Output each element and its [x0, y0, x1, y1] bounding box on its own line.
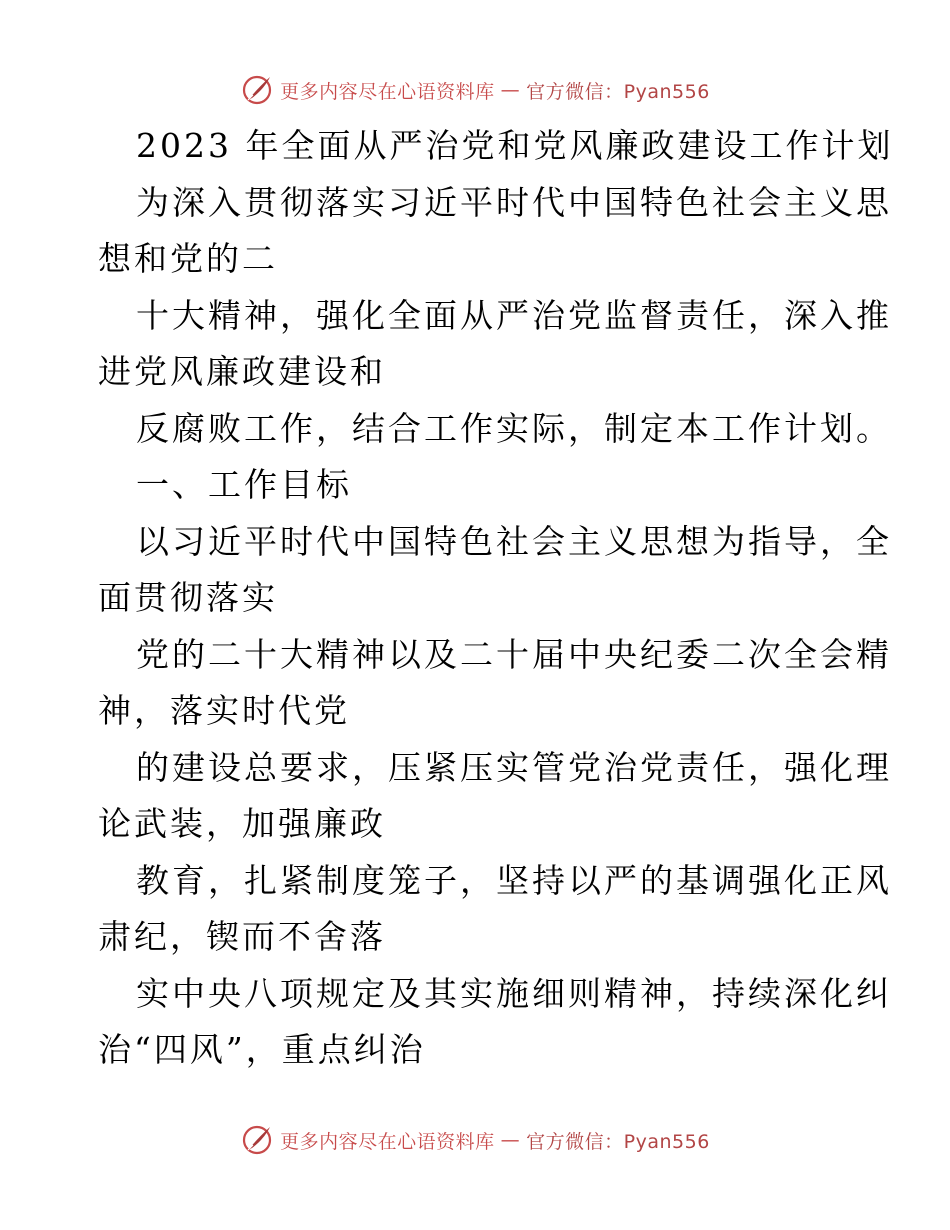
watermark-contact: 官方微信：Pyan556: [526, 1130, 710, 1153]
paragraph-line: 以习近平时代中国特色社会主义思想为指导，全: [136, 521, 892, 561]
document-title: 2023 年全面从严治党和党风廉政建设工作计划: [136, 126, 894, 165]
paragraph-line: 的建设总要求，压紧压实管党治党责任，强化理: [136, 747, 892, 787]
section-heading: 一、工作目标: [136, 465, 352, 504]
paragraph-line: 党的二十大精神以及二十届中央纪委二次全会精: [136, 634, 892, 674]
quill-pen-logo-icon: [240, 1123, 274, 1157]
paragraph-line: 神，落实时代党: [98, 691, 350, 730]
watermark-text: 更多内容尽在心语资料库: [280, 1130, 495, 1153]
header-watermark: [0, 73, 950, 107]
footer-watermark: [0, 1123, 950, 1157]
paragraph-line: 反腐败工作，结合工作实际，制定本工作计划。: [136, 408, 892, 448]
quill-pen-logo-icon: [240, 73, 274, 107]
paragraph-line: 想和党的二: [98, 239, 278, 278]
document-body: [98, 118, 894, 1079]
paragraph-line: 实中央八项规定及其实施细则精神，持续深化纠: [136, 973, 892, 1013]
paragraph-line: 十大精神，强化全面从严治党监督责任，深入推: [136, 295, 892, 335]
watermark-text: 更多内容尽在心语资料库: [280, 80, 495, 103]
paragraph-line: 治“四风”，重点纠治: [98, 1030, 426, 1069]
paragraph-line: 论武装，加强廉政: [98, 804, 386, 843]
paragraph-line: 为深入贯彻落实习近平时代中国特色社会主义思: [136, 182, 892, 222]
paragraph-line: 肃纪，锲而不舍落: [98, 917, 386, 956]
watermark-dash: —: [500, 1129, 521, 1151]
paragraph-line: 面贯彻落实: [98, 578, 278, 617]
watermark-dash: —: [500, 79, 521, 101]
paragraph-line: 教育，扎紧制度笼子，坚持以严的基调强化正风: [136, 860, 892, 900]
watermark-contact: 官方微信：Pyan556: [526, 80, 710, 103]
paragraph-line: 进党风廉政建设和: [98, 352, 386, 391]
